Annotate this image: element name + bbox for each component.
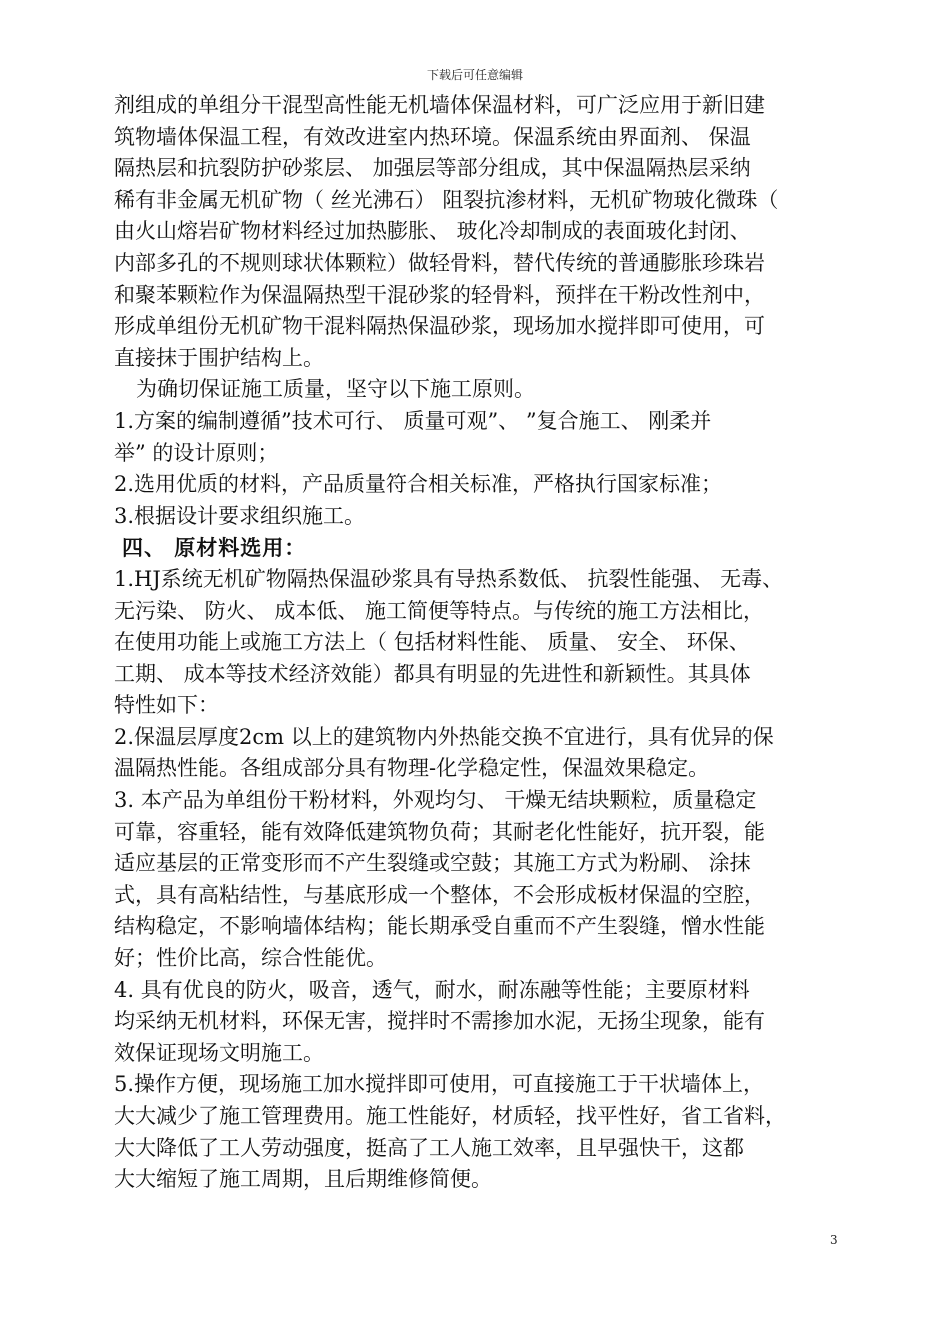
text-line: 大大降低了工人劳动强度，挺高了工人施工效率，且早强快干，这都: [114, 1135, 744, 1160]
text-line: 由火山熔岩矿物材料经过加热膨胀、 玻化冷却制成的表面玻化封闭、: [114, 219, 751, 244]
list-item-4: 4. 具有优良的防火，吸音，透气，耐水，耐冻融等性能；主要原材料: [114, 977, 750, 1002]
text-line: 效保证现场文明施工。: [114, 1040, 324, 1065]
text-line: 举” 的设计原则；: [114, 440, 279, 465]
text-line: 大大减少了施工管理费用。施工性能好，材质轻，找平性好，省工省料，: [114, 1104, 786, 1128]
list-item-2: 2.选用优质的材料，产品质量符合相关标准，严格执行国家标准；: [114, 472, 723, 497]
text-line: 均采纳无机材料，环保无害，搅拌时不需掺加水泥，无扬尘现象，能有: [114, 1009, 765, 1034]
text-line: 无污染、 防火、 成本低、 施工简便等特点。与传统的施工方法相比，: [114, 598, 765, 623]
text-line: 和聚苯颗粒作为保温隔热型干混砂浆的轻骨料，预拌在干粉改性剂中，: [114, 282, 765, 307]
text-line: 筑物墙体保温工程，有效改进室内热环境。保温系统由界面剂、 保温: [114, 124, 751, 149]
list-item-2: 2.保温层厚度2cm 以上的建筑物内外热能交换不宜进行，具有优异的保: [114, 724, 774, 749]
paragraph-start: 为确切保证施工质量，坚守以下施工原则。: [136, 377, 535, 402]
text-line: 内部多孔的不规则球状体颗粒）做轻骨料，替代传统的普通膨胀珍珠岩: [114, 250, 765, 275]
list-item-5: 5.操作方便，现场施工加水搅拌即可使用，可直接施工于干状墙体上，: [114, 1072, 765, 1097]
text-line: 稀有非金属无机矿物（ 丝光沸石） 阻裂抗渗材料，无机矿物玻化微珠（: [114, 187, 779, 212]
text-line: 温隔热性能。各组成部分具有物理-化学稳定性，保温效果稳定。: [114, 756, 710, 781]
page-header: 下载后可任意编辑: [426, 68, 523, 82]
text-line: 可靠，容重轻，能有效降低建筑物负荷；其耐老化性能好，抗开裂，能: [114, 819, 765, 844]
text-line: 结构稳定，不影响墙体结构；能长期承受自重而不产生裂缝，憎水性能: [114, 914, 765, 939]
text-line: 在使用功能上或施工方法上（ 包括材料性能、 质量、 安全、 环保、: [114, 630, 750, 655]
list-item-1: 1.HJ系统无机矿物隔热保温砂浆具有导热系数低、 抗裂性能强、 无毒、: [114, 566, 784, 591]
text-line: 直接抹于围护结构上。: [114, 345, 324, 370]
text-line: 好；性价比高，综合性能优。: [114, 946, 387, 971]
text-line: 式，具有高粘结性，与基底形成一个整体，不会形成板材保温的空腔，: [114, 882, 765, 907]
text-line: 形成单组份无机矿物干混料隔热保温砂浆，现场加水搅拌即可使用，可: [114, 314, 765, 339]
text-line: 特性如下：: [114, 693, 219, 718]
list-item-1: 1.方案的编制遵循”技术可行、 质量可观”、 ”复合施工、 刚柔并: [114, 408, 712, 433]
text-line: 隔热层和抗裂防护砂浆层、 加强层等部分组成，其中保温隔热层采纳: [114, 156, 751, 181]
text-line: 大大缩短了施工周期，且后期维修简便。: [114, 1167, 492, 1192]
section-heading: 四、 原材料选用：: [122, 535, 307, 561]
text-line: 适应基层的正常变形而不产生裂缝或空鼓；其施工方式为粉刷、 涂抹: [114, 851, 751, 876]
document-body: [114, 90, 844, 1196]
page-number: 3: [830, 1233, 838, 1247]
text-line: 工期、 成本等技术经济效能）都具有明显的先进性和新颖性。其具体: [114, 661, 751, 686]
list-item-3: 3.根据设计要求组织施工。: [114, 503, 366, 528]
list-item-3: 3. 本产品为单组份干粉材料，外观均匀、 干燥无结块颗粒，质量稳定: [114, 788, 757, 813]
text-line: 剂组成的单组分干混型高性能无机墙体保温材料，可广泛应用于新旧建: [114, 93, 765, 117]
